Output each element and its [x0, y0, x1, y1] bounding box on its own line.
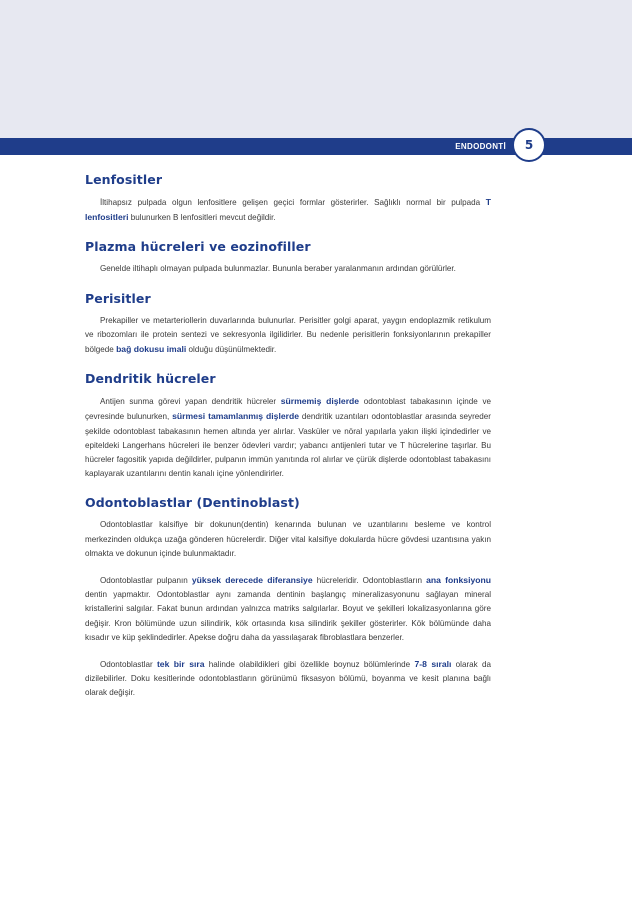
- section: [85, 239, 491, 276]
- section: [85, 291, 491, 358]
- paragraph: [85, 262, 491, 276]
- highlighted-term: 7-8 sıralı: [414, 659, 452, 670]
- text-run: odontoblast tabakasının içinde ve çevresinde bulunurken,: [85, 397, 491, 422]
- text-run: olarak da dizilebilirler. Doku kesitlerinde odontoblastların görünümü fiksasyon bölümü, boyanma ve kesit planına bağlı olarak değişir.: [85, 660, 492, 698]
- section: [85, 495, 491, 700]
- highlighted-term: ana fonksiyonu: [426, 575, 491, 586]
- highlighted-term: T lenfositleri: [85, 197, 491, 223]
- highlighted-term: tek bir sıra: [156, 659, 205, 670]
- page-number-badge: 5: [512, 128, 546, 162]
- paragraph: [85, 394, 491, 481]
- page-content: [85, 172, 491, 715]
- text-run: halinde olabildikleri gibi özellikle boynuz bölümlerinde: [204, 660, 415, 670]
- text-run: bulunurken B lenfositleri mevcut değildir.: [128, 213, 276, 223]
- section-heading: Odontoblastlar (Dentinoblast): [85, 495, 300, 511]
- top-band: [0, 0, 632, 138]
- section-heading: Lenfositler: [85, 172, 163, 187]
- running-title: ENDODONTİ: [455, 142, 506, 151]
- paragraph: [85, 195, 491, 225]
- section: [85, 371, 491, 481]
- text-run: Odontoblastlar kalsifiye bir dokunun(dentin) kenarında bulunan ve uzantılarını besleme ve kontrol merkezinden oldukça uzağa gönderen hücrelerdir. Diğer vital kalsifiye dokularda hücre gövdesi uzantısına yakın olmakta ve dokunun içinde bulunmaktadır.: [85, 520, 491, 558]
- text-run: Antijen sunma görevi yapan dendritik hücreler: [100, 397, 281, 407]
- text-run: Genelde iltihaplı olmayan pulpada bulunmazlar. Bununla beraber yaralanmanın ardından görülürler.: [100, 264, 456, 274]
- text-run: hücreleridir. Odontoblastların: [312, 576, 427, 586]
- highlighted-term: sürmemiş dişlerde: [280, 396, 360, 407]
- text-run: Odontoblastlar: [100, 660, 157, 670]
- highlighted-term: bağ dokusu imali: [116, 344, 187, 355]
- paragraph: [85, 657, 491, 701]
- section-heading: Dendritik hücreler: [85, 371, 216, 387]
- section-heading: Plazma hücreleri ve eozinofiller: [85, 239, 311, 255]
- highlighted-term: yüksek derecede diferansiye: [191, 575, 313, 586]
- paragraph: [85, 573, 491, 645]
- text-run: Prekapiller ve metarteriollerin duvarlarında bulunurlar. Perisitler golgi aparat, yaygın endoplazmik retikulum ve ribozomları ile protein sentezi ve sekresyonla ilgilidirler. Bu nedenle perisitlerin fonksiyonlarının prekapiller bölgede: [85, 315, 491, 355]
- text-run: dendritik uzantıları odontoblastlar arasında seyreder şekilde odontoblast tabakasının hemen altında yer alırlar. Vasküler ve nöral yapılarla yakın ilişki içindedirler ve epiteldeki Langerhans hücreleri ile benzer ödevleri vardır; yabancı antijenleri tutar ve T hücrelerine taşırlar. Bu hücreler fagositik yapıda değildirler, pulpanın immün yanıtında rol alırlar ve çürük dişlerde odontoblast tabakasını kaplayarak uzantılarını dentin kanalı içine yönlendirirler.: [85, 412, 492, 479]
- text-run: dentin yapmaktır. Odontoblastlar aynı zamanda dentinin başlangıç mineralizasyonunu sağlayan mineral kristallerini salgılar. Fakat bunun ardından yalnızca matriks salgılarlar. Boyut ve şekilleri lokalizasyonlarına göre değişir. Kron bölümünde uzun silindirik, kök ortasında kısa silindirik şekiller gösterirler. Kök bölümünde daha kısadır ve küp şeklindedirler. Apekse doğru daha da yassılaşarak fibroblastlara benzerler.: [85, 590, 491, 642]
- section: [85, 172, 491, 225]
- text-run: İltihapsız pulpada olgun lenfositlere gelişen geçici formlar gösterirler. Sağlıklı normal bir pulpada: [100, 198, 486, 207]
- text-run: Odontoblastlar pulpanın: [100, 576, 192, 586]
- paragraph: [85, 314, 491, 358]
- highlighted-term: sürmesi tamamlanmış dişlerde: [172, 411, 299, 422]
- section-heading: Perisitler: [85, 290, 151, 306]
- paragraph: [85, 518, 491, 561]
- text-run: olduğu düşünülmektedir.: [186, 345, 277, 355]
